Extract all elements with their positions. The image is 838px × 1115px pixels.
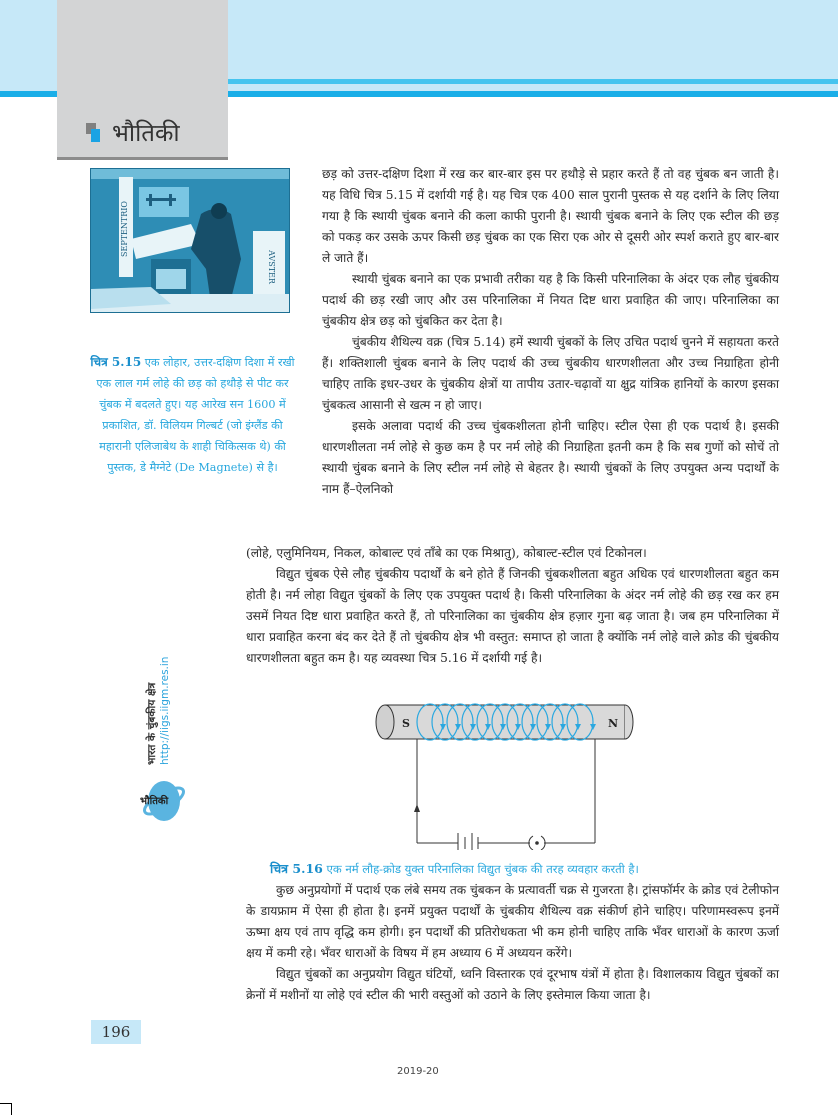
side-note: [145, 615, 185, 765]
figure-5-16-label: चित्र 5.16: [270, 861, 323, 876]
paragraph: इसके अलावा पदार्थ की उच्च चुंबकशीलता होनी चाहिए। स्टील ऐसा ही एक पदार्थ है। इसकी धारणशीलता नर्म लोहे से कुछ कम है पर नर्म लोहे की निग्राहिता इतनी कम है कि सब गुणों को सोचें तो स्थायी चुंबक बनाने के लिए स्टील नर्म लोहे से बेहतर है। स्थायी चुंबकों के लिए उपयुक्त अन्य पदार्थों के नाम हैं–ऐलनिको: [322, 419, 779, 496]
page-number: 196: [91, 1020, 141, 1044]
pole-north-label: N: [608, 717, 619, 730]
figure-5-15-label: चित्र 5.15: [90, 355, 142, 369]
crop-mark-bottom-left: [0, 1103, 12, 1115]
pole-south-label: S: [402, 717, 410, 730]
side-note-title: भारत के चुंबकीय क्षेत्र: [146, 682, 158, 765]
body-text-column-middle: [246, 543, 779, 669]
figure-5-15-caption: [90, 352, 295, 478]
paragraph: विद्युत चुंबकों का अनुप्रयोग विद्युत घंटियों, ध्वनि विस्तारक एवं दूरभाष यंत्रों में होता है। विशालकाय विद्युत चुंबकों का क्रेनों में मशीनों या लोहे एवं स्टील की भारी वस्तुओं को उठाने के लिए इस्तेमाल किया जाता है।: [246, 967, 779, 1002]
header-stripe-thin: [228, 79, 838, 84]
paragraph: छड़ को उत्तर-दक्षिण दिशा में रख कर बार-बार इस पर हथौड़े से प्रहार करते हैं तो वह चुंबक बन जाती है। यह विधि चित्र 5.15 में दर्शायी गई है। यह चित्र एक 400 साल पुरानी पुस्तक से यह दर्शाने के लिए लिया गया है कि स्थायी चुंबक बनाने की कला काफी पुरानी है। स्थायी चुंबक बनाने के लिए एक स्टील की छड़ को पकड़ कर उसके ऊपर किसी छड़ चुंबक का एक सिरा एक ओर से दूसरी ओर स्पर्श कराते हुए बार-बार ले जाते हैं।: [322, 167, 779, 265]
logo-label: भौतिकी: [140, 796, 169, 807]
chapter-square-icon: [86, 123, 102, 143]
engraving-label-avster: AVSTER: [267, 250, 276, 284]
paragraph: विद्युत चुंबक ऐसे लौह चुंबकीय पदार्थों के बने होते हैं जिनकी चुंबकशीलता बहुत अधिक एवं धारणशीलता बहुत कम होती है। नर्म लोहा विद्युत चुंबकों के लिए एक उपयुक्त पदार्थ है। किसी परिनालिका के अंदर नर्म लोहे की छड़ रख कर हम उसमें नियत दिष्ट धारा प्रवाहित करते हैं, तो परिनालिका का चुंबकीय क्षेत्र हज़ार गुना बढ़ जाता है। जब हम परिनालिका में धारा प्रवाहित करना बंद कर देते हैं तो चुंबकीय क्षेत्र भी वस्तुत: समाप्त हो जाता है क्योंकि नर्म लोहे वाले क्रोड की चुंबकीय धारणशीलता बहुत कम है। यह व्यवस्था चित्र 5.16 में दर्शायी गई है।: [246, 567, 779, 665]
figure-5-15-caption-text: एक लोहार, उत्तर-दक्षिण दिशा में रखी एक लाल गर्म लोहे की छड़ को हथौड़े से पीट कर चुंबक में बदलते हुए। यह आरेख सन 1600 में प्रकाशित, डॉ. विलियम गिल्बर्ट (जो इंग्लैंड की महारानी एलिजाबेथ के शाही चिकित्सक थे) की पुस्तक, डे मैग्नेटे (De Magnete) से है।: [96, 356, 295, 474]
body-text-column-bottom: [246, 880, 779, 1006]
paragraph: चुंबकीय शैथिल्य वक्र (चित्र 5.14) हमें स्थायी चुंबकों के लिए उचित पदार्थ चुनने में सहायता करते हैं। शक्तिशाली चुंबक बनाने के लिए पदार्थ की उच्च चुंबकीय धारणशीलता और उच्च निग्राहिता होनी चाहिए ताकि इधर-उधर के चुंबकीय क्षेत्रों या तापीय उतार-चढ़ावों या क्षुद्र यांत्रिक हानियों के कारण इसका चुंबकत्व आसानी से खत्म न हो जाए।: [322, 335, 779, 412]
web-link-logo: [142, 775, 186, 827]
chapter-title: [86, 116, 180, 149]
side-note-url[interactable]: http://iigs.iigm.res.in: [159, 656, 171, 765]
footer-year: 2019-20: [397, 1066, 439, 1077]
paragraph: (लोहे, एलुमिनियम, निकल, कोबाल्ट एवं ताँबे का एक मिश्रातु), कोबाल्ट-स्टील एवं टिकोनल।: [246, 546, 647, 560]
figure-5-16-solenoid-diagram: [370, 690, 650, 850]
key-switch-icon: [535, 841, 539, 845]
figure-5-16-caption: [270, 860, 790, 877]
figure-5-16-caption-text: एक नर्म लौह-क्रोड युक्त परिनालिका विद्युत चुंबक की तरह व्यवहार करती है।: [326, 862, 639, 876]
chapter-title-text: भौतिकी: [112, 119, 180, 147]
paragraph: कुछ अनुप्रयोगों में पदार्थ एक लंबे समय तक चुंबकन के प्रत्यावर्ती चक्र से गुजरता है। ट्रांसफॉर्मर के क्रोड एवं टेलीफोन के डायफ्राम में ऐसा ही होता है। इनमें प्रयुक्त पदार्थों के चुंबकीय शैथिल्य वक्र संकीर्ण होने चाहिए। परिणामस्वरूप इनमें ऊष्मा क्षय एवं ताप वृद्धि कम होगी। इन पदार्थों की प्रतिरोधकता भी कम होनी चाहिए ताकि भँवर धाराओं के कारण ऊर्जा क्षय में कमी रहे। भँवर धाराओं के विषय में हम अध्याय 6 में अध्ययन करेंगे।: [246, 883, 779, 960]
paragraph: स्थायी चुंबक बनाने का एक प्रभावी तरीका यह है कि किसी परिनालिका के अंदर एक लौह चुंबकीय पदार्थ की छड़ रखी जाए और उस परिनालिका में नियत दिष्ट धारा प्रवाहित की जाए। परिनालिका का चुंबकीय क्षेत्र छड़ को चुंबकित कर देता है।: [322, 272, 779, 328]
circuit-wire: [417, 739, 595, 850]
current-arrow-icon: [414, 804, 420, 812]
engraving-label-septentrio: SEPTENTRIO: [120, 201, 129, 257]
body-text-column-top: [322, 164, 779, 500]
figure-5-15-engraving: [90, 168, 290, 313]
